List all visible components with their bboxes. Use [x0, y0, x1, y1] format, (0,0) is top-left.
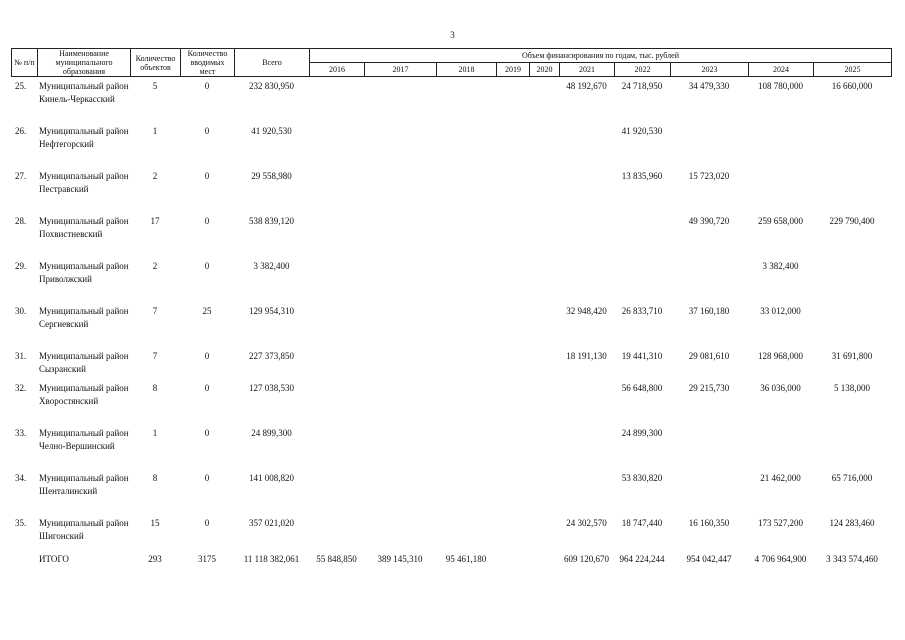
year-amount-2022: 56 648,800 [621, 383, 663, 393]
year-amount-2016 [309, 350, 364, 382]
municipality-name: Муниципальный район Кинель-Черкасский [39, 81, 129, 104]
year-amount-2022: 26 833,710 [621, 306, 663, 316]
year-amount-2017 [364, 427, 436, 472]
year-amount-2025 [813, 260, 891, 305]
year-amount-2017 [364, 125, 436, 170]
header-year: 2024 [749, 63, 814, 77]
year-amount-2021 [559, 125, 614, 170]
municipality-name: Муниципальный район Сергиевский [39, 306, 129, 329]
objects-count: 7 [152, 306, 158, 316]
year-amount-2025 [813, 170, 891, 215]
year-amount-2025: 124 283,460 [829, 518, 875, 528]
table-row [11, 260, 891, 305]
total-amount: 127 038,530 [249, 383, 294, 393]
objects-count: 5 [152, 81, 158, 91]
header-col-total: Всего [235, 49, 310, 77]
year-amount-2024: 33 012,000 [760, 306, 801, 316]
table-row [11, 427, 891, 472]
year-amount-2016 [309, 260, 364, 305]
objects-count: 2 [152, 261, 158, 271]
year-amount-2023: 29 215,730 [688, 383, 730, 393]
year-amount-2018 [436, 305, 496, 350]
year-amount-2022: 13 835,960 [621, 171, 663, 181]
year-amount-2016 [309, 215, 364, 260]
year-amount-2019 [496, 427, 529, 472]
objects-count: 17 [150, 216, 160, 226]
year-amount-2018 [436, 517, 496, 549]
year-amount-2020 [529, 382, 559, 427]
year-amount-2025 [813, 125, 891, 170]
total-label: ИТОГО [39, 554, 69, 564]
year-amount-2017 [364, 170, 436, 215]
objects-count: 2 [152, 171, 158, 181]
year-amount-2024 [748, 125, 813, 170]
year-amount-2020 [529, 472, 559, 517]
total-amount: 129 954,310 [249, 306, 294, 316]
header-year: 2017 [365, 63, 437, 77]
year-amount-2019 [496, 305, 529, 350]
year-amount-2019 [496, 549, 529, 566]
places-count: 3175 [198, 554, 216, 564]
year-amount-2019 [496, 125, 529, 170]
year-amount-2021: 609 120,670 [564, 554, 609, 564]
year-amount-2022: 964 224,244 [619, 554, 665, 564]
total-amount: 29 558,980 [251, 171, 292, 181]
municipality-name: Муниципальный район Сызранский [39, 351, 129, 374]
objects-count: 8 [152, 473, 158, 483]
year-amount-2017 [364, 517, 436, 549]
year-amount-2021: 48 192,670 [566, 81, 607, 91]
places-count: 0 [204, 216, 210, 226]
municipality-name: Муниципальный район Челно-Вершинский [39, 428, 129, 451]
year-amount-2023 [670, 472, 748, 517]
table-row [11, 472, 891, 517]
year-amount-2022: 19 441,310 [621, 351, 663, 361]
year-amount-2016 [309, 80, 364, 125]
year-amount-2017 [364, 472, 436, 517]
year-amount-2022 [614, 260, 670, 305]
table-row [11, 305, 891, 350]
row-number: 30. [15, 306, 27, 316]
year-amount-2024 [748, 170, 813, 215]
year-amount-2024 [748, 427, 813, 472]
municipality-name: Муниципальный район Нефтегорский [39, 126, 129, 149]
objects-count: 1 [152, 126, 158, 136]
objects-count: 15 [150, 518, 160, 528]
page-number: 3 [450, 30, 455, 40]
year-amount-2022: 24 899,300 [621, 428, 663, 438]
year-amount-2023: 954 042,447 [686, 554, 732, 564]
year-amount-2025: 16 660,000 [831, 81, 873, 91]
total-amount: 11 118 382,061 [243, 554, 300, 564]
municipality-name: Муниципальный район Шенталинский [39, 473, 129, 496]
places-count: 0 [204, 383, 210, 393]
row-number: 29. [15, 261, 27, 271]
row-number: 31. [15, 351, 27, 361]
year-amount-2021: 24 302,570 [566, 518, 607, 528]
row-number [11, 549, 37, 566]
year-amount-2017: 389 145,310 [377, 554, 423, 564]
header-year: 2023 [671, 63, 749, 77]
year-amount-2021 [559, 382, 614, 427]
year-amount-2022: 24 718,950 [621, 81, 663, 91]
objects-count: 293 [148, 554, 162, 564]
year-amount-2021: 18 191,130 [566, 351, 607, 361]
year-amount-2016 [309, 472, 364, 517]
places-count: 0 [204, 351, 210, 361]
header-year: 2018 [437, 63, 497, 77]
year-amount-2020 [529, 125, 559, 170]
year-amount-2021 [559, 472, 614, 517]
year-amount-2019 [496, 350, 529, 382]
year-amount-2023: 49 390,720 [688, 216, 730, 226]
table-row [11, 517, 891, 549]
total-row [11, 549, 891, 566]
year-amount-2019 [496, 382, 529, 427]
year-amount-2022: 41 920,530 [621, 126, 663, 136]
places-count: 0 [204, 473, 210, 483]
header-year: 2019 [497, 63, 530, 77]
year-amount-2017 [364, 350, 436, 382]
year-amount-2016: 55 848,850 [316, 554, 357, 564]
year-amount-2018 [436, 350, 496, 382]
year-amount-2016 [309, 170, 364, 215]
objects-count: 1 [152, 428, 158, 438]
total-amount: 538 839,120 [249, 216, 294, 226]
year-amount-2023: 16 160,350 [688, 518, 730, 528]
year-amount-2022: 18 747,440 [621, 518, 663, 528]
year-amount-2025 [813, 305, 891, 350]
year-amount-2018 [436, 382, 496, 427]
places-count: 0 [204, 428, 210, 438]
places-count: 0 [204, 81, 210, 91]
year-amount-2018 [436, 260, 496, 305]
total-amount: 227 373,850 [249, 351, 294, 361]
row-number: 26. [15, 126, 27, 136]
header-year: 2025 [814, 63, 892, 77]
header-col-name: Наименование муниципального образования [38, 49, 131, 77]
year-amount-2019 [496, 472, 529, 517]
year-amount-2019 [496, 215, 529, 260]
year-amount-2017 [364, 305, 436, 350]
table-row [11, 125, 891, 170]
header-year: 2022 [615, 63, 671, 77]
year-amount-2023: 15 723,020 [688, 171, 730, 181]
municipality-name: Муниципальный район Шигонский [39, 518, 129, 541]
table-body [11, 80, 891, 566]
year-amount-2021 [559, 215, 614, 260]
year-amount-2024: 259 658,000 [758, 216, 803, 226]
header-years-title: Объем финансирования по годам, тыс. рублей [310, 49, 892, 63]
places-count: 0 [204, 126, 210, 136]
table-row [11, 80, 891, 125]
places-count: 0 [204, 518, 210, 528]
year-amount-2018 [436, 125, 496, 170]
year-amount-2024: 4 706 964,900 [754, 554, 807, 564]
table-row [11, 215, 891, 260]
year-amount-2017 [364, 382, 436, 427]
municipality-name: Муниципальный район Похвистневский [39, 216, 129, 239]
header-year: 2016 [310, 63, 365, 77]
places-count: 0 [204, 261, 210, 271]
places-count: 25 [202, 306, 212, 316]
year-amount-2018 [436, 215, 496, 260]
year-amount-2020 [529, 427, 559, 472]
year-amount-2024: 128 968,000 [758, 351, 803, 361]
year-amount-2023: 37 160,180 [688, 306, 730, 316]
year-amount-2020 [529, 170, 559, 215]
year-amount-2025: 5 138,000 [834, 383, 870, 393]
year-amount-2018 [436, 427, 496, 472]
municipality-name: Муниципальный район Пестравский [39, 171, 129, 194]
row-number: 33. [15, 428, 27, 438]
year-amount-2021: 32 948,420 [566, 306, 607, 316]
year-amount-2019 [496, 260, 529, 305]
municipality-name: Муниципальный район Приволжский [39, 261, 129, 284]
objects-count: 8 [152, 383, 158, 393]
total-amount: 41 920,530 [251, 126, 292, 136]
year-amount-2020 [529, 215, 559, 260]
header-col-no: № п/п [12, 49, 38, 77]
year-amount-2020 [529, 80, 559, 125]
year-amount-2018 [436, 170, 496, 215]
table-header [11, 48, 892, 77]
row-number: 35. [15, 518, 27, 528]
year-amount-2024: 3 382,400 [762, 261, 799, 271]
year-amount-2018 [436, 472, 496, 517]
table-row [11, 350, 891, 382]
year-amount-2020 [529, 260, 559, 305]
total-amount: 3 382,400 [253, 261, 290, 271]
year-amount-2021 [559, 260, 614, 305]
year-amount-2017 [364, 215, 436, 260]
year-amount-2022 [614, 215, 670, 260]
municipality-name: Муниципальный район Хворостянский [39, 383, 129, 406]
year-amount-2019 [496, 517, 529, 549]
objects-count: 7 [152, 351, 158, 361]
year-amount-2021 [559, 427, 614, 472]
year-amount-2020 [529, 350, 559, 382]
year-amount-2023: 34 479,330 [688, 81, 730, 91]
year-amount-2023 [670, 260, 748, 305]
year-amount-2018: 95 461,180 [445, 554, 487, 564]
year-amount-2016 [309, 382, 364, 427]
year-amount-2021 [559, 170, 614, 215]
year-amount-2020 [529, 549, 559, 566]
row-number: 27. [15, 171, 27, 181]
year-amount-2025: 229 790,400 [829, 216, 875, 226]
year-amount-2022: 53 830,820 [621, 473, 663, 483]
table-row [11, 382, 891, 427]
year-amount-2020 [529, 517, 559, 549]
year-amount-2023 [670, 125, 748, 170]
header-year: 2020 [530, 63, 560, 77]
year-amount-2017 [364, 80, 436, 125]
year-amount-2019 [496, 170, 529, 215]
row-number: 32. [15, 383, 27, 393]
row-number: 25. [15, 81, 27, 91]
year-amount-2025 [813, 427, 891, 472]
table-row [11, 170, 891, 215]
row-number: 28. [15, 216, 27, 226]
total-amount: 357 021,020 [249, 518, 294, 528]
year-amount-2024: 21 462,000 [760, 473, 801, 483]
year-amount-2016 [309, 427, 364, 472]
year-amount-2016 [309, 305, 364, 350]
year-amount-2024: 173 527,200 [758, 518, 803, 528]
places-count: 0 [204, 171, 210, 181]
header-col-objects: Количество объектов [131, 49, 181, 77]
year-amount-2025: 3 343 574,460 [826, 554, 878, 564]
row-number: 34. [15, 473, 27, 483]
year-amount-2016 [309, 517, 364, 549]
year-amount-2016 [309, 125, 364, 170]
year-amount-2024: 108 780,000 [758, 81, 803, 91]
year-amount-2023 [670, 427, 748, 472]
year-amount-2025: 65 716,000 [831, 473, 873, 483]
year-amount-2018 [436, 80, 496, 125]
header-year: 2021 [560, 63, 615, 77]
year-amount-2023: 29 081,610 [688, 351, 730, 361]
year-amount-2020 [529, 305, 559, 350]
year-amount-2017 [364, 260, 436, 305]
total-amount: 232 830,950 [249, 81, 294, 91]
total-amount: 141 008,820 [249, 473, 294, 483]
total-amount: 24 899,300 [251, 428, 292, 438]
year-amount-2024: 36 036,000 [760, 383, 801, 393]
year-amount-2025: 31 691,800 [831, 351, 873, 361]
data-table [11, 80, 891, 566]
header-col-places: Количество вводимых мест [181, 49, 235, 77]
year-amount-2019 [496, 80, 529, 125]
